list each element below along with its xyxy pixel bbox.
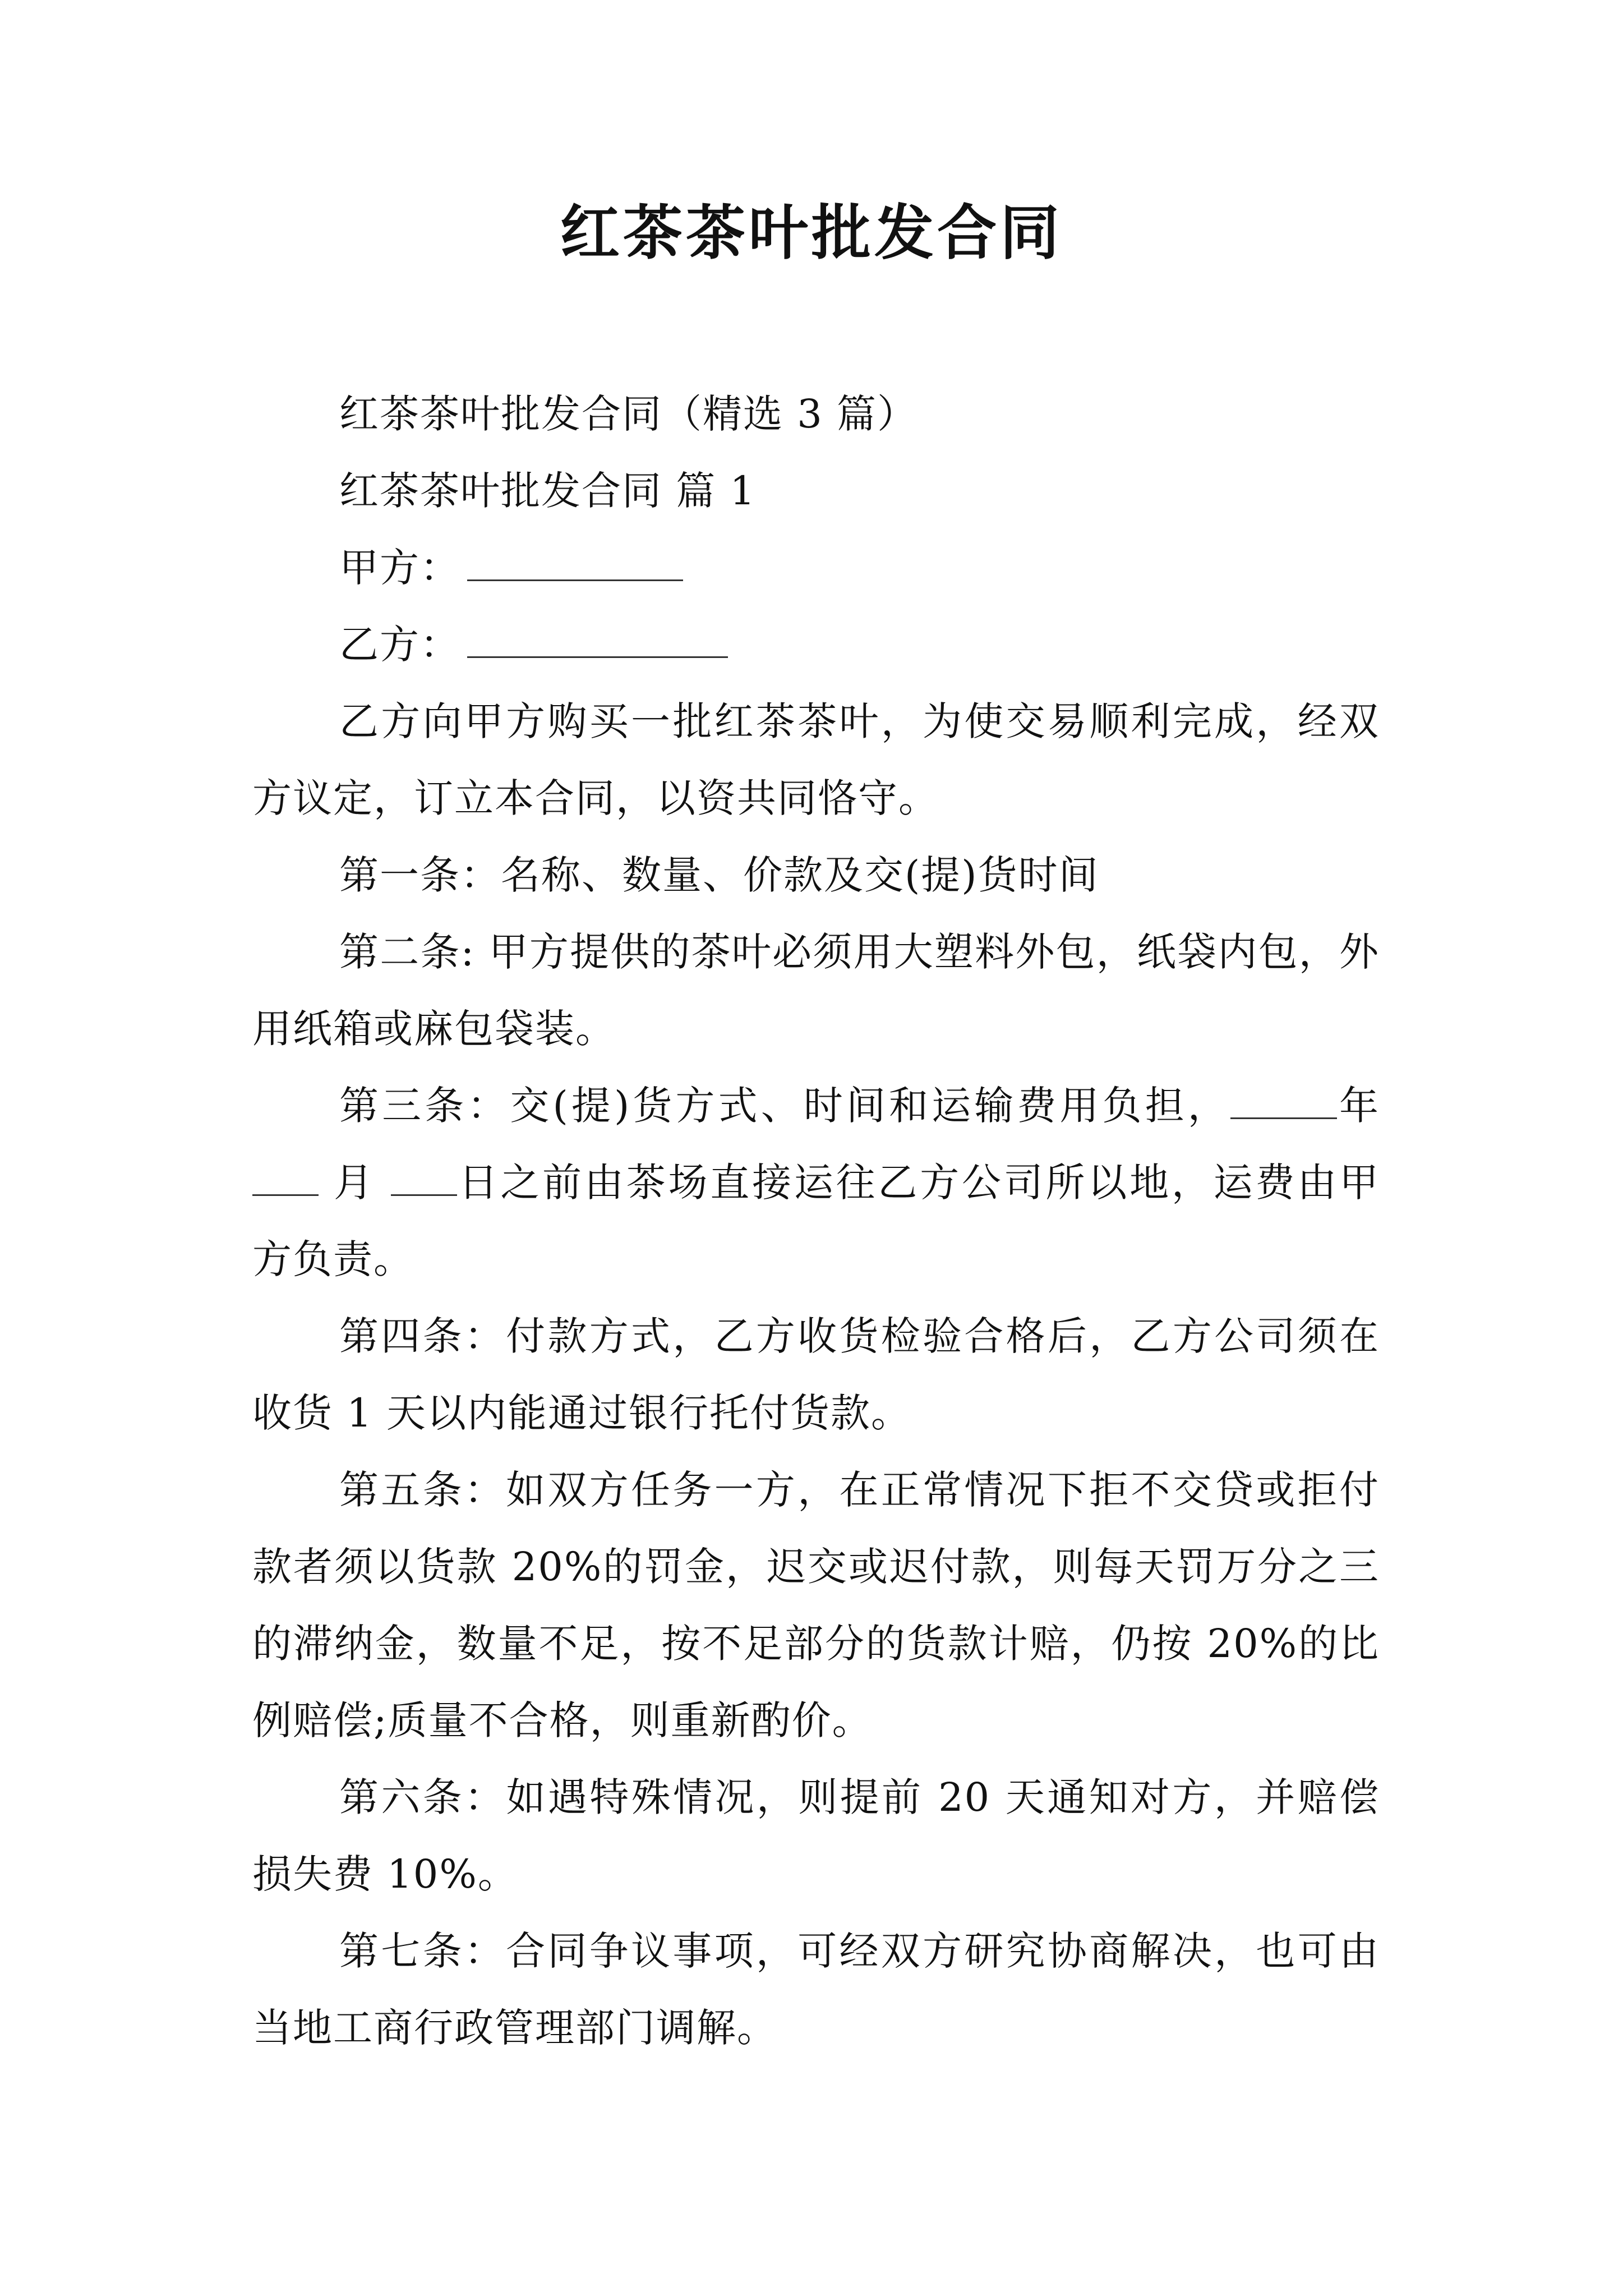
month-blank [252,1161,319,1196]
party-a-line [252,530,1380,606]
article-3-text-start: 第三条：交(提)货方式、时间和运输费用负担， [339,1083,1230,1129]
party-a-label: 甲方： [339,545,460,591]
party-a-blank [467,546,683,581]
year-blank [1230,1084,1337,1119]
article-3-text-end: 日之前由茶场直接运往乙方公司所以地，运费由甲方负责。 [252,1159,1380,1282]
document-title: 红茶茶叶批发合同 [560,197,1063,268]
collection-subtitle: 红茶茶叶批发合同（精选 3 篇） [339,391,918,437]
article-1: 第一条：名称、数量、价款及交(提)货时间 [339,852,1099,898]
article-6: 第六条：如遇特殊情况，则提前 20 天通知对方，并赔偿损失费 10%。 [252,1774,1380,1897]
article-5: 第五条：如双方任务一方，在正常情况下拒不交贷或拒付款者须以货款 20%的罚金，迟交或迟付款，则每天罚万分之三的滞纳金，数量不足，按不足部分的货款计赔，仍按 20%的比例赔偿;质量不合格，则重新酌价。 [252,1467,1380,1743]
party-b-label: 乙方： [339,622,460,668]
part-heading: 红茶茶叶批发合同 篇 1 [339,468,757,514]
article-4: 第四条：付款方式，乙方收货检验合格后，乙方公司须在收货 1 天以内能通过银行托付货款。 [252,1313,1380,1436]
party-b-line [252,606,1380,683]
document-body [252,376,1380,2067]
article-7: 第七条：合同争议事项，可经双方研究协商解决，也可由当地工商行政管理部门调解。 [252,1928,1380,2051]
year-label: 年 [1336,1083,1380,1129]
intro-paragraph: 乙方向甲方购买一批红茶茶叶，为使交易顺利完成，经双方议定，订立本合同，以资共同恪守。 [252,698,1380,821]
article-3 [252,1068,1380,1298]
article-2: 第二条: 甲方提供的茶叶必须用大塑料外包，纸袋内包，外用纸箱或麻包袋装。 [252,929,1380,1052]
month-label: 月 [319,1159,391,1205]
party-b-blank [467,623,728,658]
day-blank [391,1161,457,1196]
